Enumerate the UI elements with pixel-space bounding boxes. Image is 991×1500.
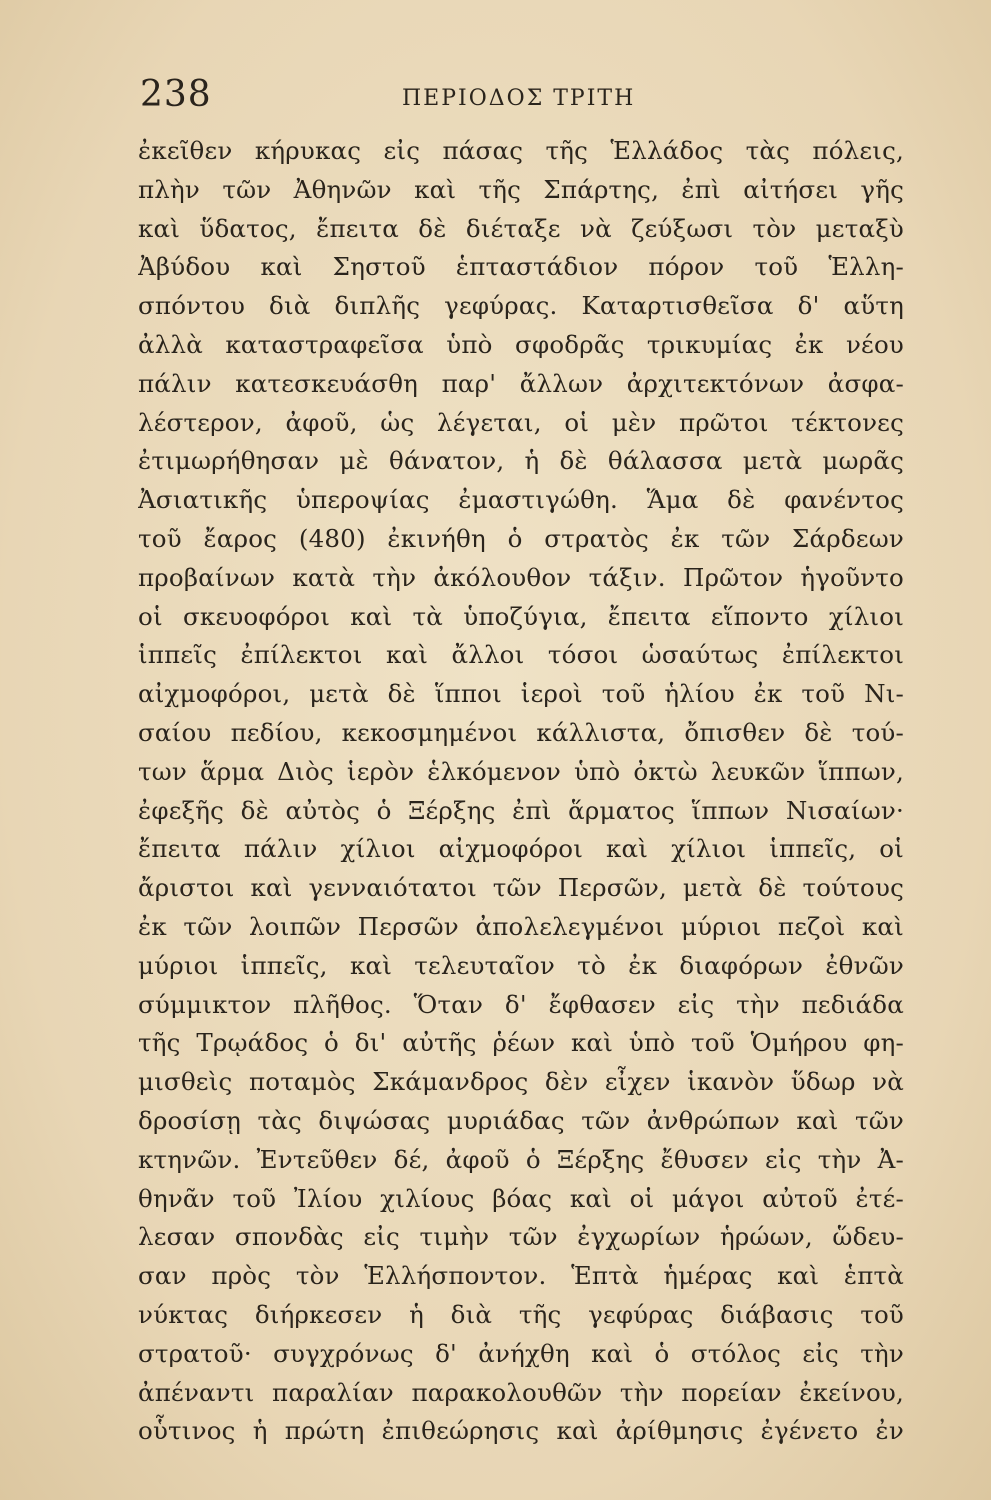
- text-line: μισθεὶς ποταμὸς Σκάμανδρος δὲν εἶχεν ἱκανὸν ὕδωρ νὰ: [138, 1067, 904, 1097]
- text-line: ἀλλὰ καταστραφεῖσα ὑπὸ σφοδρᾶς τρικυμίας ἐκ νέου: [138, 329, 904, 359]
- text-line: λέστερον, ἀφοῦ, ὡς λέγεται, οἱ μὲν πρῶτοι τέκτονες: [138, 407, 904, 437]
- text-line: δροσίσῃ τὰς διψώσας μυριάδας τῶν ἀνθρώπων καὶ τῶν: [138, 1105, 904, 1135]
- text-line: κτηνῶν. Ἐντεῦθεν δέ, ἀφοῦ ὁ Ξέρξης ἔθυσεν εἰς τὴν Ἀ-: [138, 1144, 904, 1174]
- text-line: Ἀβύδου καὶ Σηστοῦ ἑπταστάδιον πόρον τοῦ Ἑλλη-: [138, 252, 904, 282]
- text-line: λεσαν σπονδὰς εἰς τιμὴν τῶν ἐγχωρίων ἡρώων, ὥδευ-: [138, 1222, 904, 1252]
- text-line: προβαίνων κατὰ τὴν ἀκόλουθον τάξιν. Πρῶτον ἡγοῦντο: [138, 562, 904, 592]
- text-line: οὗτινος ἡ πρώτη ἐπιθεώρησις καὶ ἀρίθμησις ἐγένετο ἐν: [138, 1416, 904, 1446]
- text-line: τῆς Τρῳάδος ὁ δι' αὐτῆς ῥέων καὶ ὑπὸ τοῦ Ὁμήρου φη-: [138, 1028, 904, 1058]
- text-line: καὶ ὕδατος, ἔπειτα δὲ διέταξε νὰ ζεύξωσι τὸν μεταξὺ: [138, 213, 904, 243]
- text-line: ἐκεῖθεν κήρυκας εἰς πάσας τῆς Ἑλλάδος τὰς πόλεις,: [138, 136, 904, 165]
- text-line: τοῦ ἔαρος (480) ἐκινήθη ὁ στρατὸς ἐκ τῶν Σάρδεων: [138, 523, 904, 553]
- page-number: 238: [140, 74, 212, 115]
- text-line: ἀπέναντι παραλίαν παρακολουθῶν τὴν πορείαν ἐκείνου,: [138, 1377, 904, 1407]
- text-line: Ἀσιατικῆς ὑπεροψίας ἐμαστιγώθη. Ἅμα δὲ φανέντος: [138, 485, 904, 515]
- text-line: ἱππεῖς ἐπίλεκτοι καὶ ἄλλοι τόσοι ὡσαύτως ἐπίλεκτοι: [138, 640, 904, 670]
- running-head: ΠΕΡΙΟΔΟΣ ΤΡΙΤΗ: [402, 86, 636, 111]
- text-line: σαν πρὸς τὸν Ἑλλήσποντον. Ἑπτὰ ἡμέρας καὶ ἑπτὰ: [138, 1261, 904, 1291]
- text-line: πάλιν κατεσκευάσθη παρ' ἄλλων ἀρχιτεκτόνων ἀσφα-: [138, 368, 904, 398]
- text-line: πλὴν τῶν Ἀθηνῶν καὶ τῆς Σπάρτης, ἐπὶ αἰτήσει γῆς: [138, 174, 904, 204]
- text-line: σύμμικτον πλῆθος. Ὅταν δ' ἔφθασεν εἰς τὴν πεδιάδα: [138, 989, 904, 1019]
- page-header: [140, 74, 900, 124]
- text-line: μύριοι ἱππεῖς, καὶ τελευταῖον τὸ ἐκ διαφόρων ἐθνῶν: [138, 950, 904, 980]
- text-line: ἐφεξῆς δὲ αὐτὸς ὁ Ξέρξης ἐπὶ ἅρματος ἵππων Νισαίων·: [138, 795, 904, 825]
- text-line: σπόντου διὰ διπλῆς γεφύρας. Καταρτισθεῖσα δ' αὕτη: [138, 291, 904, 321]
- text-line: στρατοῦ· συγχρόνως δ' ἀνήχθη καὶ ὁ στόλος εἰς τὴν: [138, 1338, 904, 1368]
- text-line: σαίου πεδίου, κεκοσμημένοι κάλλιστα, ὄπισθεν δὲ τού-: [138, 717, 904, 747]
- text-line: αἰχμοφόροι, μετὰ δὲ ἵπποι ἱεροὶ τοῦ ἡλίου ἐκ τοῦ Νι-: [138, 679, 904, 709]
- text-line: ἄριστοι καὶ γενναιότατοι τῶν Περσῶν, μετὰ δὲ τούτους: [138, 873, 904, 903]
- text-line: θηνᾶν τοῦ Ἰλίου χιλίους βόας καὶ οἱ μάγοι αὐτοῦ ἐτέ-: [138, 1183, 904, 1213]
- text-line: νύκτας διήρκεσεν ἡ διὰ τῆς γεφύρας διάβασις τοῦ: [138, 1299, 904, 1329]
- text-line: ἔπειτα πάλιν χίλιοι αἰχμοφόροι καὶ χίλιοι ἱππεῖς, οἱ: [138, 834, 904, 864]
- text-line: των ἅρμα Διὸς ἱερὸν ἑλκόμενον ὑπὸ ὀκτὼ λευκῶν ἵππων,: [138, 756, 904, 786]
- text-line: οἱ σκευοφόροι καὶ τὰ ὑποζύγια, ἔπειτα εἵποντο χίλιοι: [138, 601, 904, 631]
- text-line: ἐτιμωρήθησαν μὲ θάνατον, ἡ δὲ θάλασσα μετὰ μωρᾶς: [138, 446, 904, 476]
- text-line: ἐκ τῶν λοιπῶν Περσῶν ἀπολελεγμένοι μύριοι πεζοὶ καὶ: [138, 911, 904, 941]
- body-text: [138, 132, 904, 1451]
